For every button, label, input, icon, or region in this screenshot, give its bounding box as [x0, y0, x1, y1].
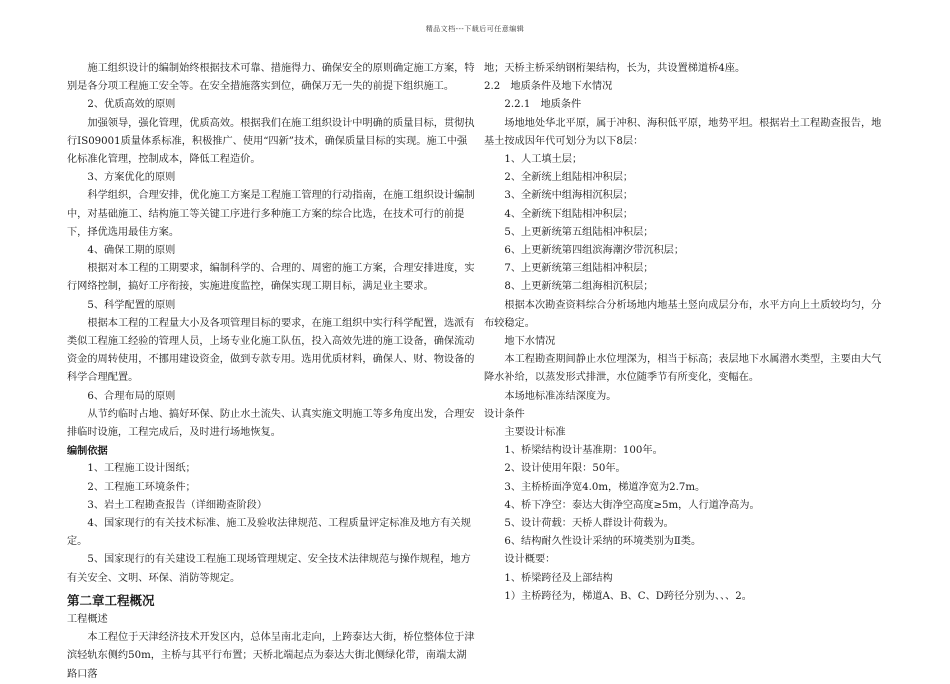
- list-item: 2、设计使用年限：50年。: [504, 463, 626, 475]
- paragraph: 从节约临时占地、搞好环保、防止水土流失、认真实施文明施工等多角度出发，合理安排临时设施，工程完成后，及时进行场地恢复。: [67, 408, 475, 439]
- list-item: 4、全新统下组陆相冲积层；: [504, 208, 634, 220]
- section-title: 工程概述: [67, 613, 108, 625]
- list-item: 1、人工填土层；: [504, 154, 583, 166]
- list-item: 5、设计荷载：天桥人群设计荷载为。: [504, 518, 674, 530]
- paragraph: 施工组织设计的编制始终根据技术可靠、措施得力、确保安全的原则确定施工方案，特别是各分项工程施工安全等。在安全措施落实到位，确保万无一失的前提下组织施工。: [67, 63, 475, 93]
- list-item: 7、上更新统第三组陆相冲积层；: [504, 263, 654, 275]
- list-item: 5、国家现行的有关建设工程施工现场管理规定、安全技术法律规范与操作规程，地方有关安全、文明、环保、消防等规定。: [67, 554, 471, 584]
- left-column: [67, 60, 475, 684]
- section-title: 设计条件: [484, 408, 525, 420]
- list-item: 6、结构耐久性设计采纳的环境类别为Ⅱ类。: [504, 536, 702, 548]
- section-heading: 设计概要：: [504, 554, 556, 566]
- paragraph: 场地地处华北平原，属于冲积、海积低平原，地势平坦。根据岩土工程勘查报告，地基土按成因年代可划分为以下8层：: [484, 117, 882, 147]
- list-item: 8、上更新统第二组海相沉积层；: [504, 281, 654, 293]
- list-item: 1）主桥跨径为，梯道A、B、C、D跨径分别为、、、2。: [504, 590, 752, 602]
- subsection-title: 2.2.1 地质条件: [504, 99, 582, 111]
- section-heading: 2、优质高效的原则: [87, 99, 176, 111]
- list-item: 1、工程施工设计图纸；: [87, 463, 196, 475]
- list-item: 2、工程施工环境条件；: [87, 481, 196, 493]
- list-item: 4、桥下净空：泰达大街净空高度≥5m，人行道净高为。: [504, 499, 760, 511]
- section-heading: 5、科学配置的原则: [87, 299, 176, 311]
- paragraph: 地；天桥主桥采纳钢桁架结构，长为，共设置梯道桥4座。: [484, 63, 746, 74]
- section-title: 2.2 地质条件及地下水情况: [484, 81, 613, 93]
- section-heading: 6、合理布局的原则: [87, 390, 176, 402]
- paragraph: 本工程勘查期间静止水位埋深为，相当于标高；表层地下水属潜水类型，主要由大气降水补给，以蒸发形式排泄，水位随季节有所变化，变幅在。: [484, 354, 882, 384]
- list-item: 3、岩土工程勘查报告（详细勘查阶段）: [87, 499, 268, 511]
- page-header: 精品文档---下载后可任意编辑: [425, 25, 525, 33]
- paragraph: 加强领导，强化管理，优质高效。根据我们在施工组织设计中明确的质量目标，贯彻执行IS09001质量体系标准，积极推广、使用“四新”技术，确保质量目标的实现。施工中强化标准化管理，控制成本，降低工程造价。: [67, 117, 475, 166]
- paragraph: 科学组织，合理安排，优化施工方案是工程施工管理的行动指南，在施工组织设计编制中，对基础施工、结构施工等关键工序进行多种施工方案的综合比选，在技术可行的前提下，择优选用最佳方案。: [67, 190, 475, 238]
- right-column: [484, 60, 886, 606]
- list-item: 5、上更新统第五组陆相冲积层；: [504, 226, 654, 238]
- section-heading: 4、确保工期的原则: [87, 245, 176, 257]
- list-item: 1、桥梁跨径及上部结构: [504, 572, 613, 584]
- list-item: 3、主桥桥面净宽4.0m，梯道净宽为2.7m。: [504, 481, 706, 493]
- section-heading: 地下水情况: [504, 336, 556, 348]
- list-item: 4、国家现行的有关技术标准、施工及验收法律规范、工程质量评定标准及地方有关规定。: [67, 518, 471, 548]
- chapter-title: 第二章工程概况: [67, 592, 155, 608]
- paragraph: 根据本工程的工程量大小及各项管理目标的要求，在施工组织中实行科学配置，选派有类似工程施工经验的管理人员，上场专业化施工队伍，投入高效先进的施工设备，确保流动资金的周转使用，不挪用建设资金，做到专款专用。选用优质材料，确保人、财、物设备的科学合理配置。: [67, 317, 475, 384]
- section-title: 编制依据: [67, 445, 108, 458]
- list-item: 6、上更新统第四组滨海潮汐带沉积层；: [504, 245, 685, 257]
- paragraph: 本场地标准冻结深度为。: [504, 390, 617, 402]
- paragraph: 本工程位于天津经济技术开发区内，总体呈南北走向，上跨泰达大街，桥位整体位于津滨轻轨东侧约50m，主桥与其平行布置；天桥北端起点为泰达大街北侧绿化带，南端太湖路口落: [67, 632, 475, 680]
- list-item: 1、桥梁结构设计基准期：100年。: [504, 445, 663, 457]
- paragraph: 根据对本工程的工期要求，编制科学的、合理的、周密的施工方案，合理安排进度，实行网络控制，搞好工序衔接，实施进度监控，确保实现工期目标，满足业主要求。: [67, 263, 475, 293]
- section-heading: 主要设计标准: [504, 427, 566, 439]
- list-item: 3、全新统中组海相沉积层；: [504, 190, 634, 202]
- section-heading: 3、方案优化的原则: [87, 172, 176, 184]
- list-item: 2、全新统上组陆相冲积层；: [504, 172, 634, 184]
- paragraph: 根据本次勘查资料综合分析场地内地基土竖向成层分布，水平方向上土质较均匀，分布较稳定。: [484, 299, 882, 329]
